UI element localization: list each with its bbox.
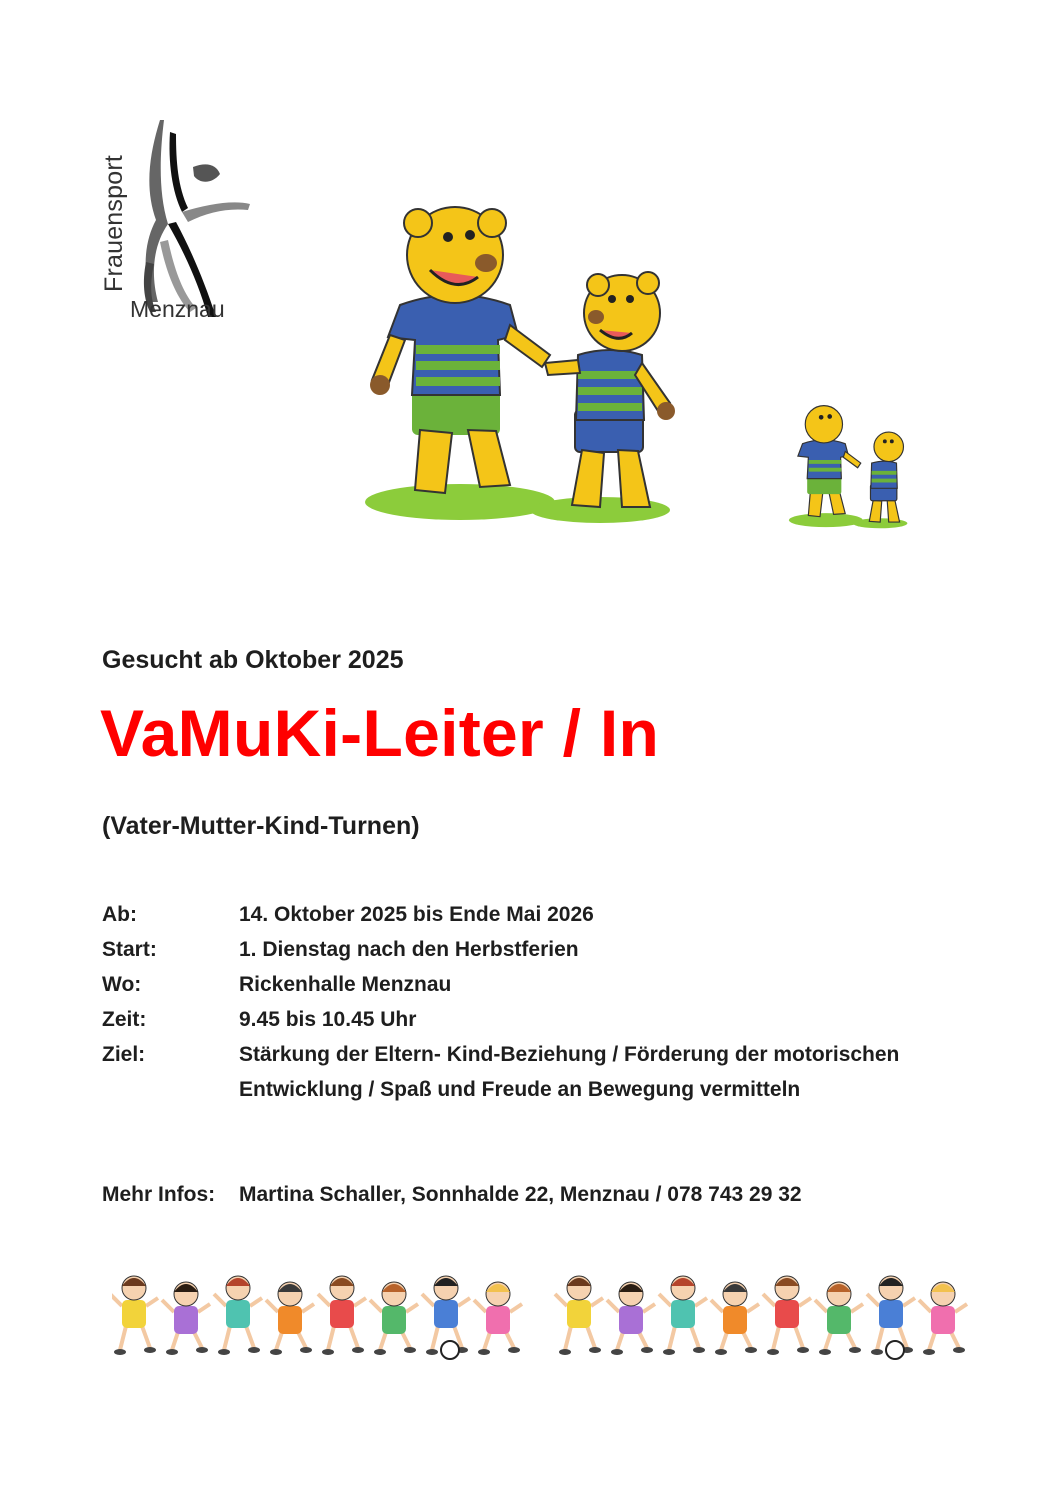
detail-label: Wo: (102, 973, 142, 996)
child-figure (763, 1276, 811, 1355)
detail-row-ziel (102, 1037, 922, 1107)
child-figure (422, 1276, 470, 1359)
subtitle: Gesucht ab Oktober 2025 (102, 646, 404, 674)
child-figure (112, 1276, 158, 1355)
child-figure (815, 1282, 863, 1355)
details-list (102, 897, 922, 1107)
child-figure (474, 1282, 522, 1355)
child-figure (607, 1282, 655, 1355)
detail-value: 14. Oktober 2025 bis Ende Mai 2026 (239, 903, 594, 926)
detail-row-zeit (102, 1002, 922, 1037)
bear-parent-child-illustration-small (787, 398, 919, 534)
child-figure (711, 1282, 759, 1355)
detail-value: Rickenhalle Menznau (239, 973, 452, 996)
child-figure (555, 1276, 603, 1355)
detail-value: Martina Schaller, Sonnhalde 22, Menznau / 078 743 29 32 (239, 1183, 802, 1206)
child-figure (867, 1276, 915, 1359)
bear-parent-child-illustration (360, 195, 700, 530)
child-figure (318, 1276, 366, 1355)
logo-town-name: Menznau (130, 296, 225, 322)
contact-info (102, 1177, 922, 1212)
ball-icon (886, 1341, 904, 1359)
dancing-children-illustration (112, 1268, 968, 1363)
child-figure (659, 1276, 707, 1355)
detail-row-wo (102, 967, 922, 1002)
detail-label: Start: (102, 938, 157, 961)
detail-value: Stärkung der Eltern- Kind-Beziehung / Förderung der motorischen Entwicklung / Spaß und Freude an Bewegung vermitteln (239, 1043, 900, 1101)
detail-label: Ab: (102, 903, 137, 926)
child-figure (162, 1282, 210, 1355)
detail-value: 1. Dienstag nach den Herbstferien (239, 938, 579, 961)
headline: VaMuKi-Leiter / In (100, 696, 660, 770)
detail-row-ab (102, 897, 922, 932)
detail-label: Zeit: (102, 1008, 147, 1031)
child-figure (214, 1276, 262, 1355)
detail-value: 9.45 bis 10.45 Uhr (239, 1008, 417, 1031)
child-figure (919, 1282, 967, 1355)
detail-label: Mehr Infos: (102, 1183, 216, 1206)
ball-icon (441, 1341, 459, 1359)
logo-org-name: Frauensport (100, 155, 128, 292)
detail-row-start (102, 932, 922, 967)
detail-row-more (102, 1177, 922, 1212)
subtitle-parenthetical: (Vater-Mutter-Kind-Turnen) (102, 812, 420, 840)
child-figure (266, 1282, 314, 1355)
child-figure (370, 1282, 418, 1355)
detail-label: Ziel: (102, 1043, 146, 1066)
